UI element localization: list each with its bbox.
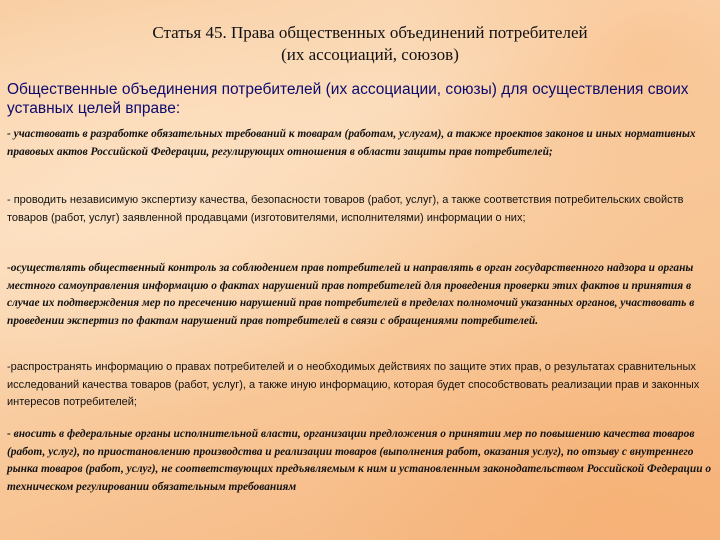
slide-title-line-2: (их ассоциаций, союзов) — [281, 45, 459, 64]
rights-item-proposals: - вносить в федеральные органы исполнительной власти, организации предложения о принятии мер по повышению качества товаров (работ, услуг), по приостановлению производства и реализации товаров (выполнения работ, оказания услуг), по отзыву с внутреннего рынка товаров (работ, услуг), не соответствующих предъявляемым к ним и установленным законодательством Российской Федерации о техническом регулировании обязательным требованиям — [7, 428, 712, 493]
slide-title-line-1: Статья 45. Права общественных объединений потребителей — [152, 23, 588, 42]
lead-paragraph: Общественные объединения потребителей (их ассоциации, союзы) для осуществления своих уставных целей вправе: — [7, 81, 689, 117]
slide-title — [40, 22, 700, 66]
rights-item-expertise: - проводить независимую экспертизу качества, безопасности товаров (работ, услуг), а также соответствия потребительских свойств товаров (работ, услуг) заявленной продавцами (изготовителями, исполнителями) информации о них; — [7, 194, 684, 224]
rights-item-participate: - участвовать в разработке обязательных требований к товарам (работам, услугам), а также проектов законов и иных нормативных правовых актов Российской Федерации, регулирующих отношения в области защиты прав потребителей; — [7, 128, 696, 158]
rights-item-public-control: -осуществлять общественный контроль за соблюдением прав потребителей и направлять в орган государственного надзора и органы местного самоуправления информацию о фактах нарушений прав потребителей для проведения проверки этих фактов и принятия в случае их подтверждения мер по пресечению нарушений прав потребителей в пределах полномочий указанных органов, участвовать в проведении экспертиз по фактам нарушений прав потребителей в связи с обращениями потребителей. — [7, 262, 695, 327]
rights-item-distribute-info: -распространять информацию о правах потребителей и о необходимых действиях по защите этих прав, о результатах сравнительных исследований качества товаров (работ, услуг), а также иную информацию, которая будет способствовать реализации прав и законных интересов потребителей; — [7, 361, 700, 409]
